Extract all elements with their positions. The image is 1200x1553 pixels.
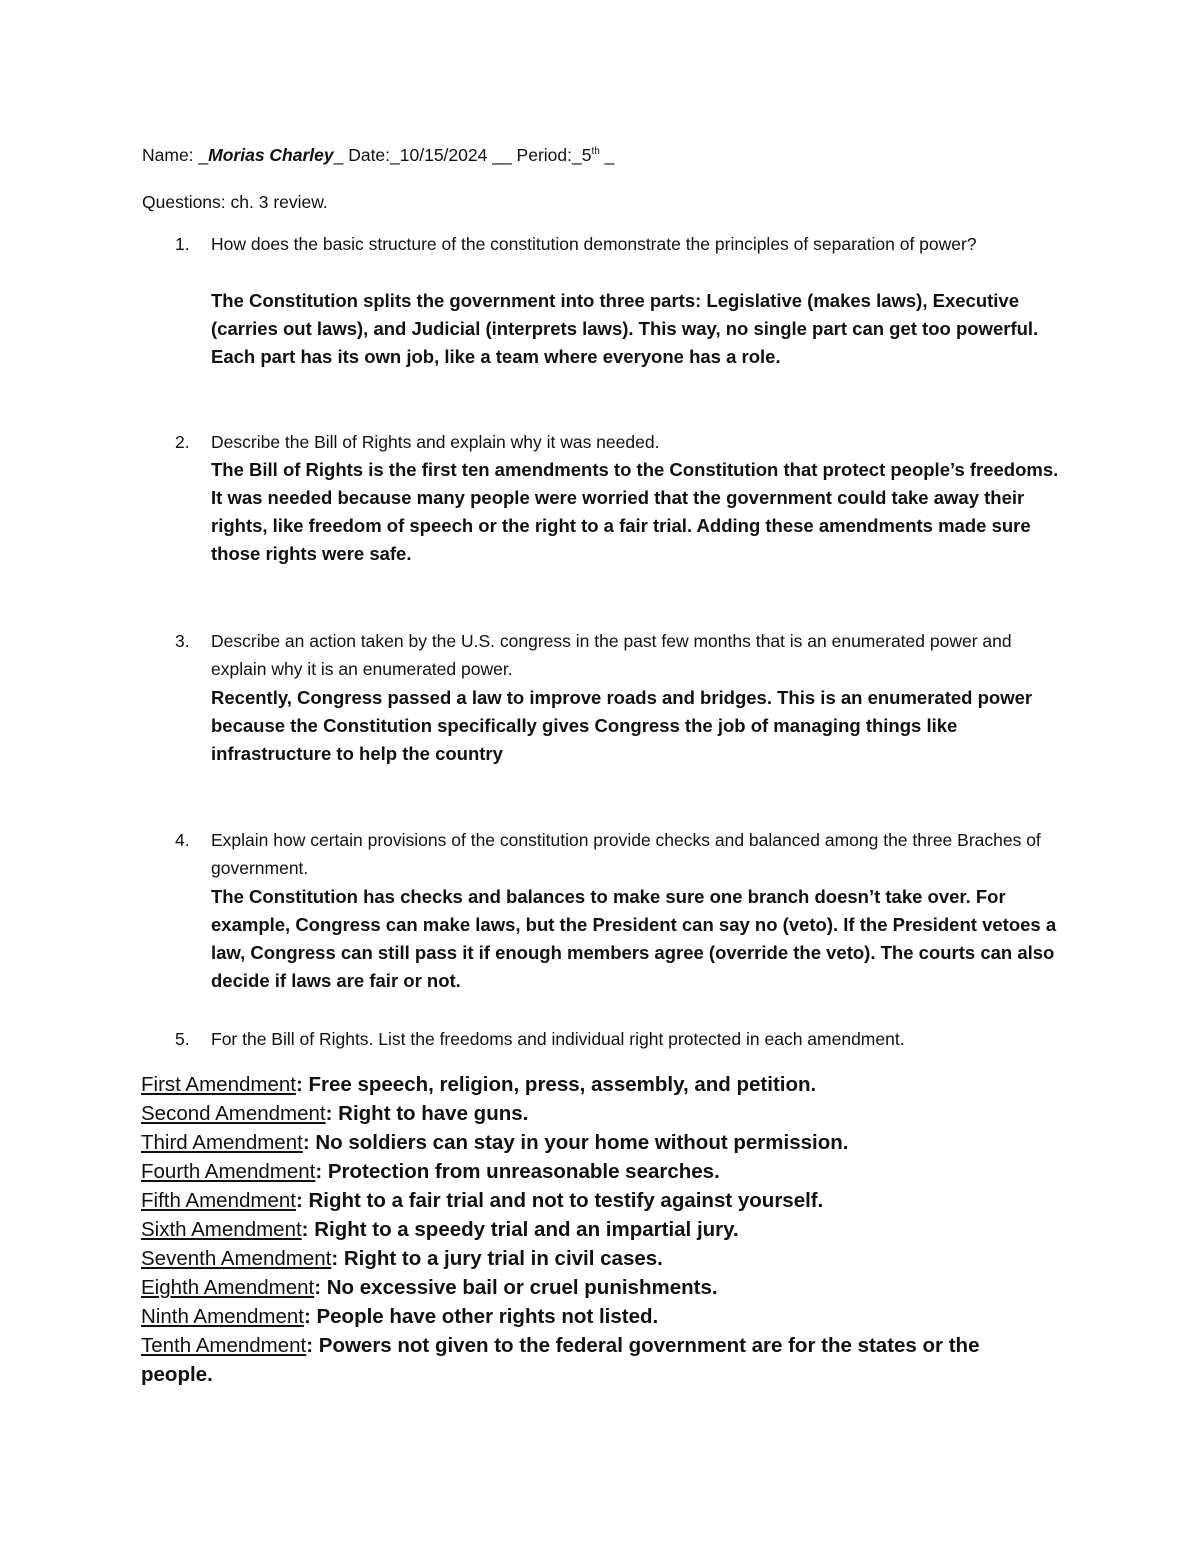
- question-text: How does the basic structure of the constitution demonstrate the principles of separation of power?: [211, 234, 977, 254]
- amendment-label: Sixth Amendment: [141, 1218, 302, 1241]
- amendment-row: [141, 1215, 1021, 1244]
- answer-text: The Constitution has checks and balances to make sure one branch doesn’t take over. For example, Congress can make laws, but the President can say no (veto). If the President vetoes a law, Congress can still pass it if enough members agree (override the veto). The courts can also decide if laws are fair or not.: [211, 886, 1057, 991]
- question-text: Explain how certain provisions of the constitution provide checks and balanced among the three Braches of government.: [211, 830, 1041, 878]
- amendment-row: [141, 1302, 1021, 1331]
- amendment-label: Fourth Amendment: [141, 1160, 316, 1183]
- amendment-label: Eighth Amendment: [141, 1276, 315, 1299]
- amendments-list: [141, 1070, 1021, 1389]
- question-text: Describe an action taken by the U.S. congress in the past few months that is an enumerated power and explain why it is an enumerated power.: [211, 631, 1012, 679]
- question-number: 2.: [175, 432, 190, 452]
- amendment-row: [141, 1244, 1021, 1273]
- amendment-text: : No soldiers can stay in your home without permission.: [302, 1131, 849, 1154]
- question-text: For the Bill of Rights. List the freedoms and individual right protected in each amendment.: [211, 1029, 905, 1049]
- amendment-text: : Right to a fair trial and not to testify against yourself.: [295, 1189, 824, 1212]
- amendment-text: : Right to a jury trial in civil cases.: [331, 1247, 663, 1270]
- amendment-row: [141, 1128, 1021, 1157]
- amendment-row: [141, 1157, 1021, 1186]
- answer-text: Recently, Congress passed a law to improve roads and bridges. This is an enumerated power because the Constitution specifically gives Congress the job of managing things like infrastructure to help the country: [211, 687, 1033, 764]
- questions-title: Questions: ch. 3 review.: [142, 192, 328, 212]
- period-end: _: [599, 145, 615, 165]
- amendment-label: Third Amendment: [141, 1131, 303, 1154]
- amendment-row: [141, 1273, 1021, 1302]
- amendment-row: [141, 1331, 1021, 1389]
- amendment-text: : Right to a speedy trial and an impartial jury.: [301, 1218, 739, 1241]
- date-period: _ Date:_10/15/2024 __ Period:_5: [333, 145, 592, 165]
- amendment-label: Seventh Amendment: [141, 1247, 332, 1270]
- question-number: 3.: [175, 631, 190, 651]
- amendment-row: [141, 1186, 1021, 1215]
- period-superscript: th: [591, 146, 600, 158]
- amendment-row: [141, 1099, 1021, 1128]
- question-number: 1.: [175, 234, 190, 254]
- question-text: Describe the Bill of Rights and explain why it was needed.: [211, 432, 660, 452]
- answer-text: The Bill of Rights is the first ten amendments to the Constitution that protect people’s freedoms. It was needed because many people were worried that the government could take away their rights, like freedom of speech or the right to a fair trial. Adding these amendments made sure those rights were safe.: [211, 459, 1059, 564]
- amendment-label: Second Amendment: [141, 1102, 326, 1125]
- header-line: [142, 142, 614, 168]
- amendment-text: : Right to have guns.: [325, 1102, 529, 1125]
- question-number: 4.: [175, 830, 190, 850]
- amendment-label: First Amendment: [141, 1073, 296, 1096]
- amendment-text: : No excessive bail or cruel punishments.: [314, 1276, 718, 1299]
- amendment-text: : People have other rights not listed.: [303, 1305, 659, 1328]
- amendment-text: : Powers not given to the federal government are for the states or the people.: [141, 1334, 980, 1386]
- amendment-text: : Free speech, religion, press, assembly, and petition.: [295, 1073, 817, 1096]
- amendment-label: Fifth Amendment: [141, 1189, 296, 1212]
- question-number: 5.: [175, 1029, 190, 1049]
- amendment-text: : Protection from unreasonable searches.: [315, 1160, 720, 1183]
- amendment-row: [141, 1070, 1021, 1099]
- student-name: Morias Charley: [208, 145, 334, 165]
- answer-text: The Constitution splits the government into three parts: Legislative (makes laws), Executive (carries out laws), and Judicial (interprets laws). This way, no single part can get too powerful. Each part has its own job, like a team where everyone has a role.: [211, 290, 1039, 367]
- amendment-label: Ninth Amendment: [141, 1305, 304, 1328]
- name-label: Name: _: [142, 145, 209, 165]
- amendment-label: Tenth Amendment: [141, 1334, 307, 1357]
